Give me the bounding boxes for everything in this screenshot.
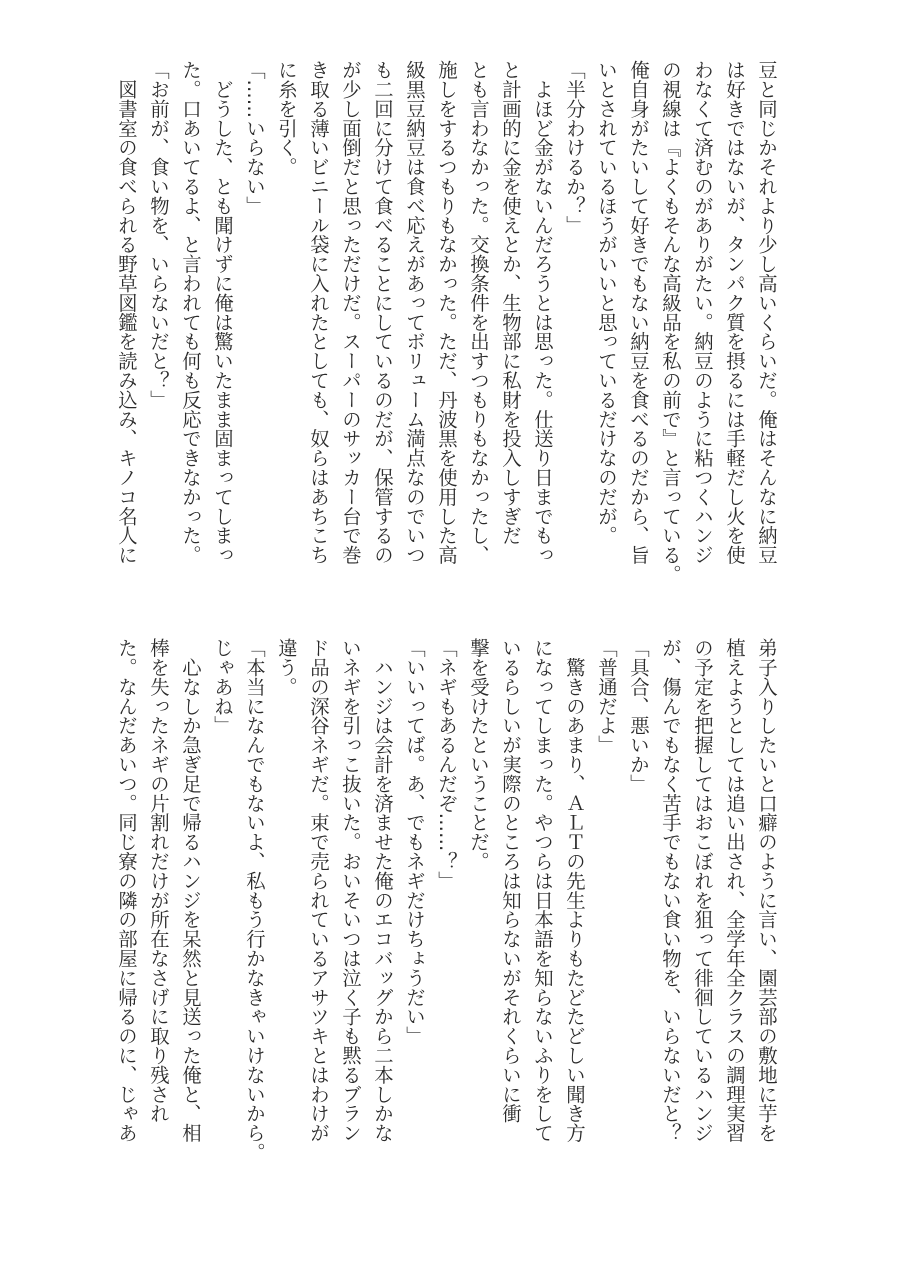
text-column: 「具合、悪いか」 bbox=[627, 638, 650, 794]
text-column: になってしまった。やつらは日本語を知らないふりをして bbox=[531, 638, 554, 1143]
text-column: わなくて済むのがありがたい。納豆のように粘つくハンジ bbox=[691, 60, 714, 565]
text-column: と計画的に金を使えとか、生物部に私財を投入しすぎだ bbox=[499, 60, 522, 545]
text-column: 「いいってば。あ、でもネギだけちょうだい」 bbox=[403, 638, 426, 1046]
text-column: 棒を失ったネギの片割れだけが所在なさげに取り残され bbox=[147, 638, 170, 1123]
text-column: 違う。 bbox=[275, 638, 298, 697]
text-column: 豆と同じかそれより少し高いくらいだ。俺はそんなに納豆 bbox=[755, 60, 778, 565]
text-column: の予定を把握してはおこぼれを狙って徘徊しているハンジ bbox=[691, 638, 714, 1143]
text-column: ド品の深谷ネギだ。束で売られているアサツキとはわけが bbox=[307, 638, 330, 1143]
text-column: に糸を引く。 bbox=[275, 60, 298, 177]
text-column: いるらしいが実際のところは知らないがそれくらいに衝 bbox=[499, 638, 522, 1123]
text-column: も二回に分けて食べることにしているのだが、保管するの bbox=[371, 60, 394, 565]
text-column: は好きではないが、タンパク質を摂るには手軽だし火を使 bbox=[723, 60, 746, 565]
text-column: が、傷んでもなく苦手でもない食い物を、いらないだと？ bbox=[659, 638, 682, 1143]
text-block-bottom bbox=[110, 638, 782, 1178]
text-column: ハンジは会計を済ませた俺のエコバッグから二本しかな bbox=[371, 638, 394, 1143]
text-column: 俺自身がたいして好きでもない納豆を食べるのだから、旨 bbox=[627, 60, 650, 565]
text-column: 図書室の食べられる野草図鑑を読み込み、キノコ名人に bbox=[115, 60, 138, 565]
text-column: た。口あいてるよ、と言われても何も反応できなかった。 bbox=[179, 60, 202, 565]
text-column: 「ネギもあるんだぞ……？」 bbox=[435, 638, 458, 891]
text-block-top bbox=[110, 60, 782, 600]
text-column: 心なしか急ぎ足で帰るハンジを呆然と見送った俺と、相 bbox=[179, 638, 202, 1143]
text-column: いネギを引っこ抜いた。おいそいつは泣く子も黙るブラン bbox=[339, 638, 362, 1143]
text-column: 撃を受けたということだ。 bbox=[467, 638, 490, 871]
text-column: 「本当になんでもないよ、私もう行かなきゃいけないから。 bbox=[243, 638, 266, 1162]
text-column: よほど金がないんだろうとは思った。仕送り日までもっ bbox=[531, 60, 554, 565]
text-column: 植えようとしては追い出され、全学年全クラスの調理実習 bbox=[723, 638, 746, 1143]
text-column: 驚きのあまり、ＡＬＴの先生よりもたどたどしい聞き方 bbox=[563, 638, 586, 1143]
text-column: 「……いらない」 bbox=[243, 60, 266, 216]
text-column: 弟子入りしたいと口癖のように言い、園芸部の敷地に芋を bbox=[755, 638, 778, 1143]
text-column: た。なんだあいつ。同じ寮の隣の部屋に帰るのに、じゃあ bbox=[115, 638, 138, 1143]
text-column: どうした、とも聞けずに俺は驚いたまま固まってしまっ bbox=[211, 60, 234, 565]
text-column: 「半分わけるか？」 bbox=[563, 60, 586, 235]
text-column: とも言わなかった。交換条件を出すつもりもなかったし、 bbox=[467, 60, 490, 565]
text-column: 級黒豆納豆は食べ応えがあってボリューム満点なのでいつ bbox=[403, 60, 426, 565]
text-column: 「お前が、食い物を、いらないだと？」 bbox=[147, 60, 170, 410]
text-column: の視線は『よくもそんな高級品を私の前で』と言っている。 bbox=[659, 60, 682, 584]
text-column: が少し面倒だと思っただけだ。スーパーのサッカー台で巻 bbox=[339, 60, 362, 565]
text-column: じゃあね」 bbox=[211, 638, 234, 735]
text-column: 「普通だよ」 bbox=[595, 638, 618, 755]
text-column: き取る薄いビニール袋に入れたとしても、奴らはあちこち bbox=[307, 60, 330, 565]
text-column: いとされているほうがいいと思っているだけなのだが。 bbox=[595, 60, 618, 545]
text-column: 施しをするつもりもなかった。ただ、丹波黒を使用した高 bbox=[435, 60, 458, 565]
